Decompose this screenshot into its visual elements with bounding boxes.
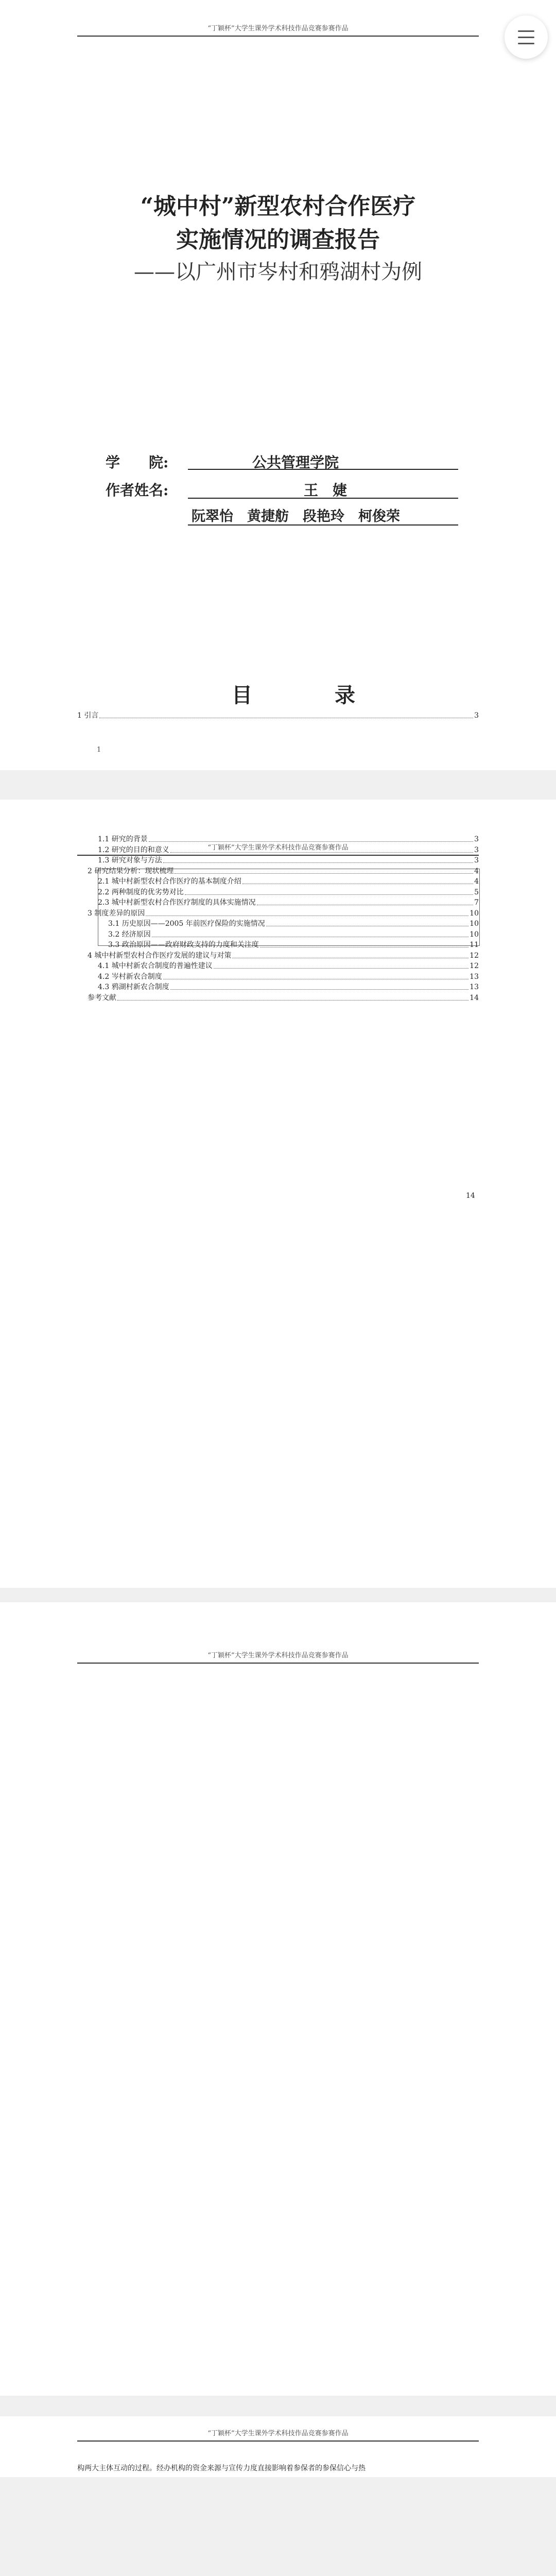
toc-row[interactable] xyxy=(98,972,479,981)
toc-row[interactable] xyxy=(98,835,479,844)
toc-row-page: 10 xyxy=(470,930,479,939)
toc-leader xyxy=(117,1000,468,1001)
toc-row-page: 12 xyxy=(470,962,479,970)
author-underline xyxy=(188,498,458,499)
toc-row-page: 12 xyxy=(470,951,479,960)
toc-row-page: 10 xyxy=(470,909,479,918)
reference-page: 14 xyxy=(466,1192,475,1200)
toc-row-label: 3.1 历史原因——2005 年前医疗保险的实施情况 xyxy=(108,920,265,928)
toc-title: 目 录 xyxy=(232,683,386,707)
toc-row[interactable] xyxy=(98,961,479,971)
toc-leader xyxy=(170,989,468,990)
toc-row[interactable] xyxy=(108,930,479,939)
coauthors: 阮翠怡 黄捷舫 段艳玲 柯俊荣 xyxy=(192,509,400,524)
toc-row-label: 4.1 城中村新农合制度的普遍性建议 xyxy=(98,962,213,970)
toc-row-label: 1.2 研究的目的和意义 xyxy=(98,845,169,854)
author-label: 作者姓名: xyxy=(106,482,169,499)
page-number: 1 xyxy=(97,746,101,754)
page-header: “丁颖杯”大学生课外学术科技作品竞赛参赛作品 xyxy=(77,2428,479,2442)
toc-row-page: 7 xyxy=(474,899,479,907)
toc-row-page: 5 xyxy=(474,888,479,896)
toc-row-label: 4 城中村新型农村合作医疗发展的建议与对策 xyxy=(88,951,232,960)
paper-page xyxy=(0,1602,556,2396)
toc-row[interactable] xyxy=(88,951,479,960)
toc-row[interactable] xyxy=(88,993,479,1003)
college-underline xyxy=(188,469,458,470)
toc-row[interactable] xyxy=(98,888,479,897)
cover-page xyxy=(0,0,556,770)
toc-row-page: 13 xyxy=(470,972,479,981)
next-page xyxy=(0,2416,556,2477)
menu-icon-bar xyxy=(518,37,534,38)
cover-title-line2: 实施情况的调查报告 xyxy=(176,227,380,253)
toc-row[interactable] xyxy=(98,877,479,886)
toc-row-label: 2 研究结果分析：现状梳理 xyxy=(88,867,174,875)
toc-row-label: 2.3 城中村新型农村合作医疗制度的具体实施情况 xyxy=(98,899,256,907)
toc-row[interactable] xyxy=(98,898,479,907)
toc-row-page: 4 xyxy=(474,877,479,886)
toc-row-label: 1.1 研究的背景 xyxy=(98,835,148,843)
page-header: “丁颖杯”大学生课外学术科技作品竞赛参赛作品 xyxy=(77,1650,479,1664)
toc-leader xyxy=(185,894,473,895)
page-header: “丁颖杯”大学生课外学术科技作品竞赛参赛作品 xyxy=(77,842,479,856)
coauthors-underline xyxy=(188,524,458,526)
toc-row-page: 14 xyxy=(470,993,479,1002)
toc-row-label: 1.3 研究对象与方法 xyxy=(98,856,162,865)
menu-button[interactable] xyxy=(505,15,548,59)
toc-row-label: 2.1 城中村新型农村合作医疗的基本制度介绍 xyxy=(98,877,241,886)
toc-row[interactable] xyxy=(77,711,479,720)
paragraph: 构两大主体互动的过程。经办机构的资金来源与宣传力度直接影响着参保者的参保信心与热 xyxy=(77,2464,366,2472)
toc-row-label: 3 制度差异的原因 xyxy=(88,909,145,918)
toc-leader xyxy=(149,841,473,842)
college-label: 学 院: xyxy=(106,454,169,471)
cover-subtitle: ——以广州市岑村和鸦湖村为例 xyxy=(134,260,422,284)
toc-row[interactable] xyxy=(108,940,479,950)
toc-row[interactable] xyxy=(98,856,479,865)
menu-icon-bar xyxy=(518,43,534,44)
toc-leader xyxy=(163,862,473,863)
toc-row-page: 3 xyxy=(474,711,479,720)
toc-row[interactable] xyxy=(98,982,479,992)
toc-leader xyxy=(170,852,473,853)
author-value: 王 婕 xyxy=(304,482,348,499)
toc-row[interactable] xyxy=(98,845,479,855)
toc-row-page: 11 xyxy=(470,941,479,949)
toc-row[interactable] xyxy=(88,867,479,876)
toc-row-label: 3.3 政治原因——政府财政支持的力度和关注度 xyxy=(108,941,259,949)
toc-row-label: 4.3 鸦湖村新农合制度 xyxy=(98,983,169,991)
toc-row-page: 10 xyxy=(470,920,479,928)
toc-leader xyxy=(175,873,473,874)
cover-title-line1: “城中村”新型农村合作医疗 xyxy=(140,193,416,219)
toc-row-label: 4.2 岑村新农合制度 xyxy=(98,972,162,981)
toc-leader xyxy=(214,968,468,969)
toc-row-page: 3 xyxy=(474,835,479,843)
toc-row-page: 13 xyxy=(470,983,479,991)
toc-row-label: 1 引言 xyxy=(77,711,99,720)
toc-row[interactable] xyxy=(108,919,479,928)
toc-row-label: 2.2 两种制度的优劣势对比 xyxy=(98,888,184,896)
menu-icon-bar xyxy=(518,30,534,32)
toc-row-page: 3 xyxy=(474,856,479,865)
college-value: 公共管理学院 xyxy=(252,454,339,471)
toc-row[interactable] xyxy=(88,909,479,918)
toc-row-page: 3 xyxy=(474,845,479,854)
page-header: “丁颖杯”大学生课外学术科技作品竞赛参赛作品 xyxy=(77,23,479,37)
toc-row-label: 参考文献 xyxy=(88,993,116,1002)
toc-row-label: 3.2 经济原因 xyxy=(108,930,151,939)
toc-row-page: 4 xyxy=(474,867,479,875)
